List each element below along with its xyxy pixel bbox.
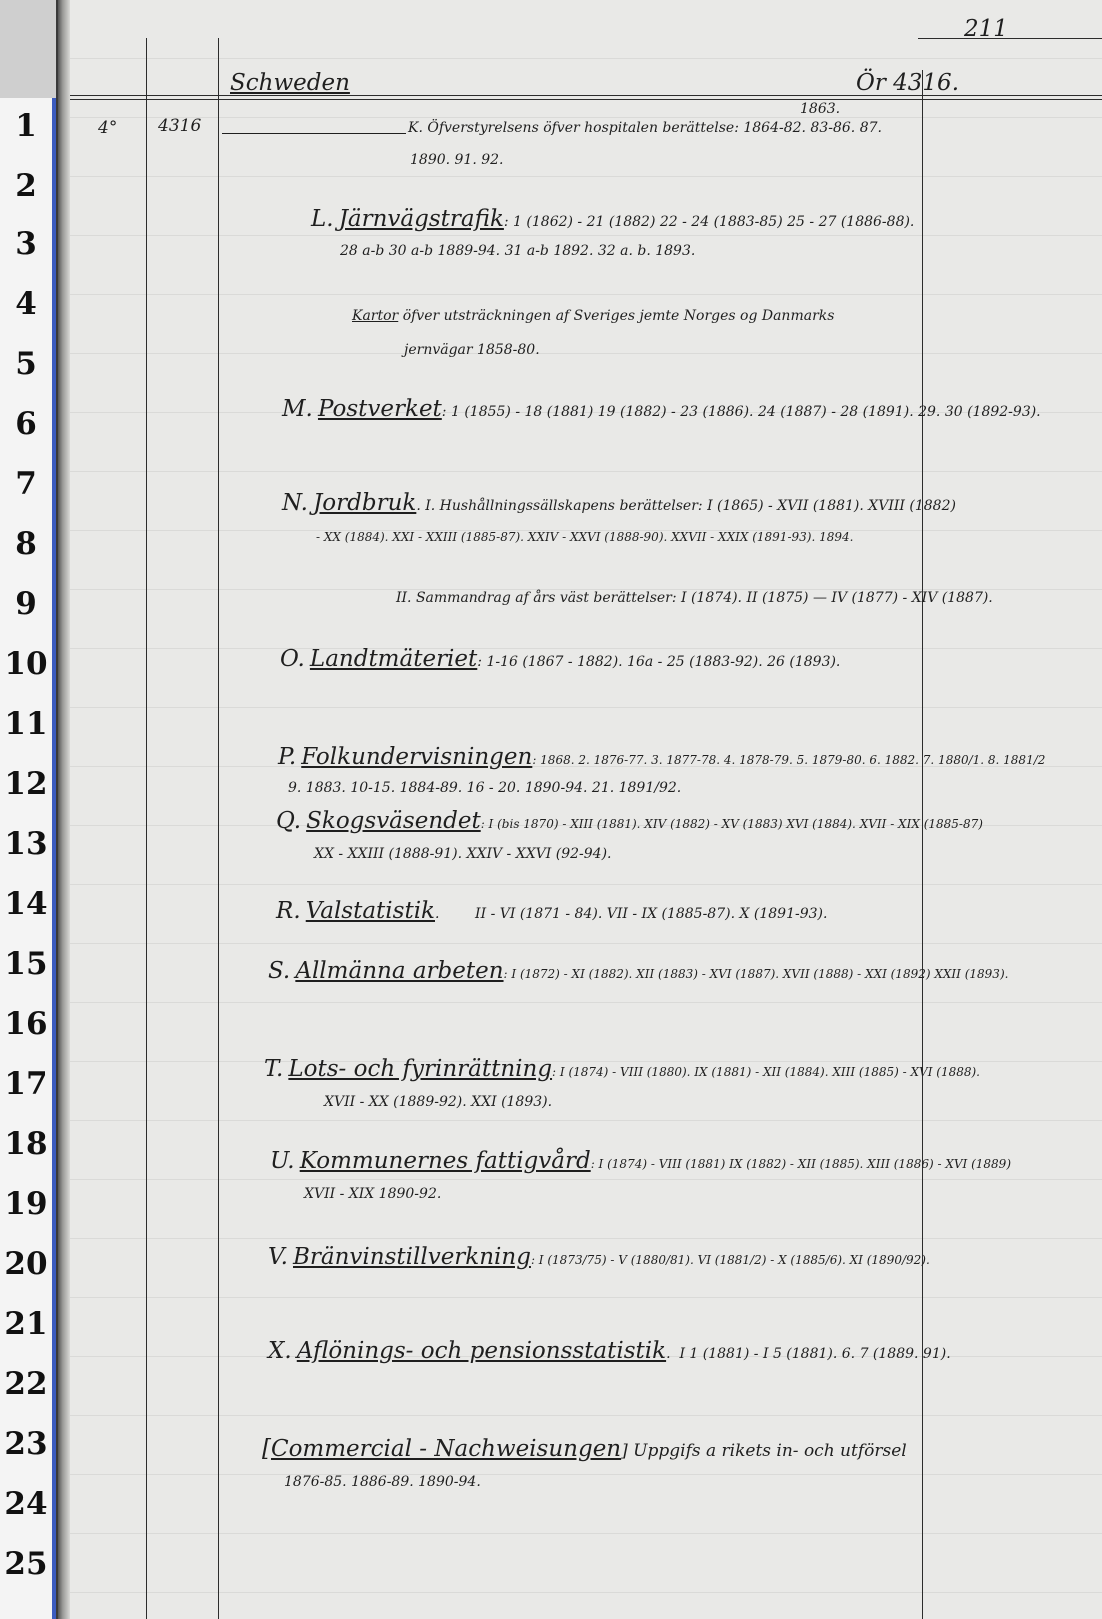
entry-x — [268, 1338, 951, 1364]
number-cell: 4316 — [158, 116, 202, 136]
shelf-mark: Ör 4316. — [856, 70, 960, 96]
line-number: 5 — [15, 346, 37, 382]
entry-r — [276, 898, 827, 924]
entry-m-rest: : 1 (1855) - 18 (1881) 19 (1882) - 23 (1886). 24 (1887) - 28 (1891). 29. 30 (1892-93). — [441, 404, 1041, 420]
entry-x-rest: . I 1 (1881) - I 5 (1881). 6. 7 (1889. 91). — [666, 1346, 951, 1362]
entry-n-label: N. — [282, 490, 308, 516]
entry-v — [268, 1244, 930, 1270]
page-number: 211 — [964, 16, 1008, 42]
line-number: 10 — [4, 646, 48, 682]
entry-n2: II. Sammandrag af års väst berättelser: I (1874). II (1875) — IV (1877) - XIV (1887). — [396, 590, 993, 606]
entry-r-title: Valstatistik — [305, 898, 435, 924]
entry-k-superscript: 1863. — [800, 101, 841, 117]
entry-l-cont: 28 a-b 30 a-b 1889-94. 31 a-b 1892. 32 a. b. 1893. — [340, 243, 696, 259]
entry-m-label: M. — [282, 396, 313, 422]
ledger-page — [58, 0, 1102, 1619]
entry-kartor-rest: öfver utsträckningen af Sveriges jemte Norges og Danmarks — [398, 308, 835, 324]
header-rule-2 — [70, 99, 1102, 100]
column-rule-2 — [218, 38, 219, 1619]
entry-p-rest: : 1868. 2. 1876-77. 3. 1877-78. 4. 1878-79. 5. 1879-80. 6. 1882. 7. 1880/1. 8. 1881/2 — [532, 753, 1046, 767]
entry-u-rest: : I (1874) - VIII (1881) IX (1882) - XII (1885). XIII (1886) - XVI (1889) — [590, 1157, 1012, 1171]
entry-x-title: Aflönings- och pensionsstatistik — [296, 1338, 667, 1364]
entry-v-title: Bränvinstillverkning — [293, 1244, 531, 1270]
entry-u-title: Kommunernes fattigvård — [299, 1148, 591, 1174]
entry-q-title: Skogsväsendet — [306, 808, 481, 834]
entry-n-rest: . I. Hushållningssällskapens berättelser: I (1865) - XVII (1881). XVIII (1882) — [416, 498, 956, 514]
entry-p-title: Folkundervisningen — [301, 744, 533, 770]
entry-n — [282, 490, 956, 516]
entry-p — [278, 744, 1045, 770]
country-heading: Schweden — [230, 70, 350, 96]
line-number: 6 — [15, 406, 37, 442]
line-number: 4 — [15, 286, 37, 322]
line-number: 8 — [15, 526, 37, 562]
column-rule-1 — [146, 38, 147, 1619]
entry-n-title: Jordbruk — [313, 490, 417, 516]
entry-commercial-title: Commercial - Nachweisungen — [270, 1436, 622, 1462]
entry-l-title: Järnvägstrafik — [338, 206, 504, 232]
line-number: 13 — [4, 826, 48, 862]
entry-q — [276, 808, 983, 834]
entry-s-label: S. — [268, 958, 291, 984]
line-number: 16 — [4, 1006, 48, 1042]
entry-commercial — [262, 1436, 907, 1462]
line-number: 19 — [4, 1186, 48, 1222]
entry-u-cont: XVII - XIX 1890-92. — [304, 1186, 442, 1202]
entry-q-cont: XX - XXIII (1888-91). XXIV - XXVI (92-94). — [314, 846, 612, 862]
ruler-cap — [0, 0, 56, 98]
entry-u-label: U. — [270, 1148, 295, 1174]
entry-v-label: V. — [268, 1244, 288, 1270]
entry-m-title: Postverket — [317, 396, 442, 422]
line-number-ruler — [0, 0, 56, 1619]
entry-t — [264, 1056, 980, 1082]
entry-m — [282, 396, 1041, 422]
entry-n-cont: - XX (1884). XXI - XXIII (1885-87). XXIV - XXVI (1888-90). XXVII - XXIX (1891-93). 1894. — [316, 530, 854, 544]
entry-q-label: Q. — [276, 808, 302, 834]
line-number: 15 — [4, 946, 48, 982]
entry-kartor — [352, 308, 834, 324]
entry-t-cont: XVII - XX (1889-92). XXI (1893). — [324, 1094, 553, 1110]
entry-k-cont: 1890. 91. 92. — [410, 152, 504, 168]
entry-v-rest: : I (1873/75) - V (1880/81). VI (1881/2) - X (1885/6). XI (1890/92). — [530, 1253, 930, 1267]
line-number: 1 — [15, 108, 37, 144]
entry-o-title: Landtmäteriet — [309, 646, 478, 672]
entry-o-label: O. — [280, 646, 305, 672]
entry-p-cont: 9. 1883. 10-15. 1884-89. 16 - 20. 1890-94. 21. 1891/92. — [288, 780, 682, 796]
entry-r-rest: . II - VI (1871 - 84). VII - IX (1885-87). X (1891-93). — [435, 906, 828, 922]
line-number: 23 — [4, 1426, 48, 1462]
entry-commercial-bracket: [ — [262, 1436, 271, 1462]
entry-o-rest: : 1-16 (1867 - 1882). 16a - 25 (1883-92). 26 (1893). — [477, 654, 841, 670]
column-rule-right — [922, 70, 923, 1619]
page-binding — [58, 0, 70, 1619]
page-number-rule — [918, 38, 1102, 39]
entry-kartor-title: Kartor — [352, 308, 399, 324]
entry-p-label: P. — [278, 744, 297, 770]
entry-r-label: R. — [276, 898, 301, 924]
entry-commercial-cont: 1876-85. 1886-89. 1890-94. — [284, 1474, 481, 1490]
entry-s-rest: : I (1872) - XI (1882). XII (1883) - XVI (1887). XVII (1888) - XXI (1892) XXII (1893). — [503, 967, 1009, 981]
entry-o — [280, 646, 840, 672]
line-number: 7 — [15, 466, 37, 502]
line-number: 22 — [4, 1366, 48, 1402]
entry-kartor-cont: jernvägar 1858-80. — [404, 342, 540, 358]
line-number: 17 — [4, 1066, 48, 1102]
entry-t-title: Lots- och fyrinrättning — [288, 1056, 553, 1082]
line-number: 24 — [4, 1486, 48, 1522]
line-number: 2 — [15, 168, 37, 204]
line-number: 11 — [4, 706, 48, 742]
entry-k-text: K. Öfverstyrelsens öfver hospitalen berättelse: 1864-82. 83-86. 87. — [408, 120, 882, 136]
entry-l — [311, 206, 914, 232]
entry-x-label: X. — [268, 1338, 292, 1364]
line-number: 14 — [4, 886, 48, 922]
dash-line — [222, 133, 406, 134]
entry-commercial-rest: ] Uppgifs a rikets in- och utförsel — [621, 1441, 907, 1461]
line-number: 20 — [4, 1246, 48, 1282]
entry-s-title: Allmänna arbeten — [295, 958, 504, 984]
entry-l-label: L. — [311, 206, 334, 232]
line-number: 18 — [4, 1126, 48, 1162]
line-number: 21 — [4, 1306, 48, 1342]
line-number: 9 — [15, 586, 37, 622]
entry-t-label: T. — [264, 1056, 284, 1082]
ruler-edge — [52, 98, 56, 1619]
entry-s — [268, 958, 1008, 984]
entry-q-rest: : I (bis 1870) - XIII (1881). XIV (1882) - XV (1883) XVI (1884). XVII - XIX (1885-87) — [480, 817, 983, 831]
line-number: 3 — [15, 226, 37, 262]
line-number: 12 — [4, 766, 48, 802]
entry-t-rest: : I (1874) - VIII (1880). IX (1881) - XII (1884). XIII (1885) - XVI (1888). — [552, 1065, 980, 1079]
format-cell: 4° — [98, 118, 118, 138]
entry-u — [270, 1148, 1011, 1174]
line-number: 25 — [4, 1546, 48, 1582]
entry-l-rest: : 1 (1862) - 21 (1882) 22 - 24 (1883-85) 25 - 27 (1886-88). — [503, 214, 915, 230]
